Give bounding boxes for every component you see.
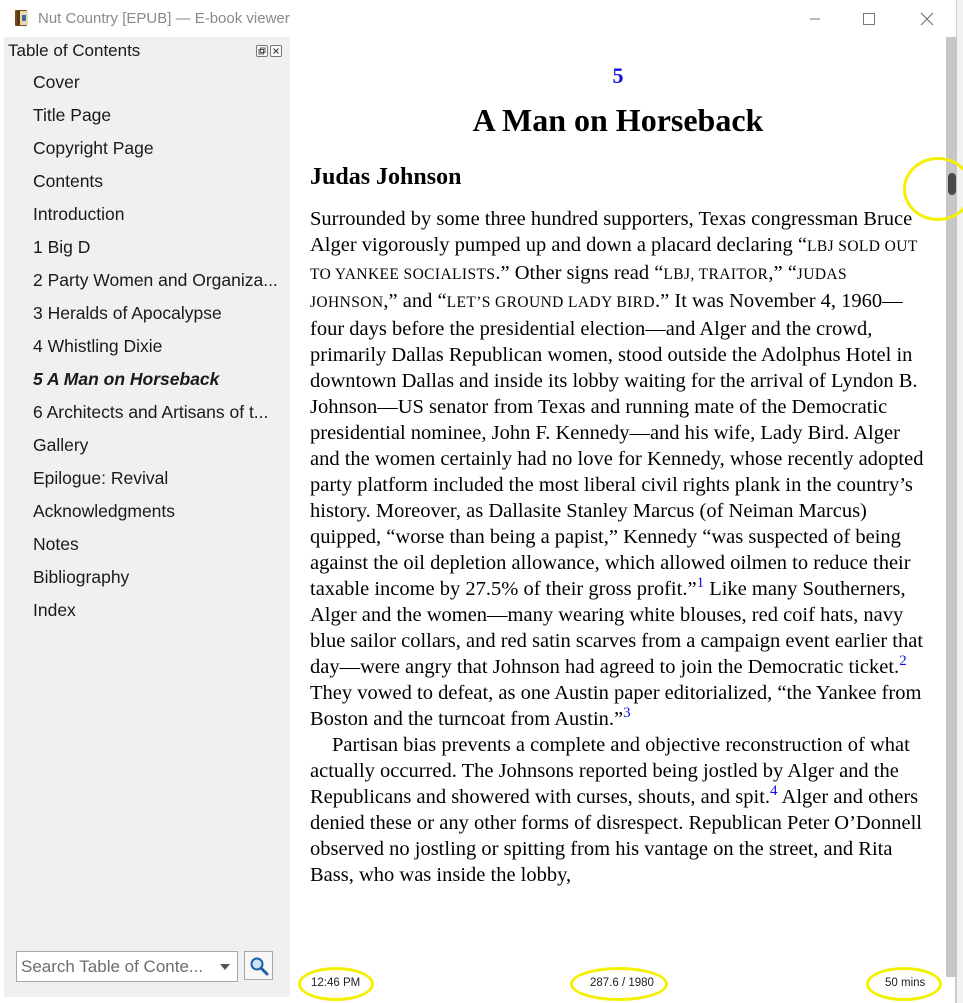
- close-icon: [920, 12, 934, 26]
- status-time-left: 50 mins: [885, 977, 926, 989]
- close-panel-icon: [272, 47, 280, 55]
- minimize-icon: [809, 13, 821, 25]
- toc-item-index[interactable]: Index: [33, 600, 76, 620]
- toc-search-button[interactable]: [244, 951, 273, 980]
- toc-panel-controls: [256, 45, 282, 57]
- toc-item-acknowledgments[interactable]: Acknowledgments: [33, 501, 176, 521]
- reader-scrollbar[interactable]: [946, 37, 957, 977]
- chapter-body: [310, 206, 930, 888]
- toc-item-cover[interactable]: Cover: [33, 72, 80, 92]
- search-history-dropdown[interactable]: [213, 952, 237, 981]
- toc-search-input[interactable]: [19, 954, 213, 979]
- toc-item-notes[interactable]: Notes: [33, 534, 79, 554]
- toc-panel: [4, 37, 290, 997]
- book-app-icon: [13, 8, 31, 28]
- footnote-link-3[interactable]: 3: [623, 705, 631, 721]
- float-icon: [258, 47, 266, 55]
- search-icon: [249, 956, 269, 976]
- book-reading-pane[interactable]: [290, 37, 946, 1003]
- chapter-title: A Man on Horseback: [472, 102, 764, 138]
- float-panel-button[interactable]: [256, 45, 268, 57]
- toc-item-gallery[interactable]: Gallery: [33, 435, 89, 455]
- toc-item-title-page[interactable]: Title Page: [33, 105, 112, 125]
- background-window-edge: [956, 0, 963, 1003]
- window-title: Nut Country [EPUB] — E-book viewer: [38, 10, 290, 27]
- scrollbar-thumb[interactable]: [948, 173, 956, 195]
- footnote-link-4[interactable]: 4: [770, 783, 778, 799]
- toc-item-bibliography[interactable]: Bibliography: [33, 567, 130, 587]
- close-button[interactable]: [898, 0, 956, 37]
- title-bar[interactable]: [0, 0, 956, 37]
- toc-item-chapter-2[interactable]: 2 Party Women and Organiza...: [33, 270, 278, 290]
- toc-item-chapter-6[interactable]: 6 Architects and Artisans of t...: [33, 402, 269, 422]
- status-page-position: 287.6 / 1980: [590, 977, 654, 989]
- toc-list: [33, 71, 285, 632]
- maximize-button[interactable]: [840, 0, 898, 37]
- toc-item-contents[interactable]: Contents: [33, 171, 104, 191]
- chapter-number: 5: [612, 63, 624, 88]
- paragraph-1: Surrounded by some three hundred supporters, Texas congressman Bruce Alger vigorously pumped up and down a placard declaring “LBJ SOLD OUT TO YANKEE SOCIALISTS.” Other signs read “LBJ, TRAITOR,” “JUDAS JOHNSON,” and “LET’S GROUND LADY BIRD.” It was November 4, 1960—four days before the presidential election—and Alger and the crowd, primarily Dallas Republican women, stood outside the Adolphus Hotel in downtown Dallas and inside its lobby waiting for the arrival of Lyndon B. Johnson—US senator from Texas and running mate of the Democratic presidential nominee, John F. Kennedy—and his wife, Lady Bird. Alger and the women certainly had no love for Kennedy, whose recently adopted party platform included the most liberal civil rights plank in the country’s history. Moreover, as Dallasite Stanley Marcus (of Neiman Marcus) quipped, “worse than being a papist,” Kennedy “was suspected of being against the oil depletion allowance, which allowed oilmen to reduce their taxable income by 27.5% of their gross profit.”$^1$ Like many Southerners, Alger and the women—many wearing white blouses, red coif hats, navy blue sailor collars, and red satin scarves from a campaign event earlier that day—were angry that Johnson had agreed to join the Democratic ticket.$^2$ They vowed to defeat, as one Austin paper editorialized, “the Yankee from Boston and the turncoat from Austin.”$^3$: [310, 208, 924, 730]
- paragraph-2: Partisan bias prevents a complete and objective reconstruction of what actually occurred. The Johnsons reported being jostled by Alger and the Republicans and showered with curses, shouts, and spit.$^4$ Alger and others denied these or any other forms of disrespect. Republican Peter O’Donnell observed no jostling or spitting from his vantage on the street, and Rita Bass, who was inside the lobby,: [310, 734, 922, 886]
- footnote-link-1[interactable]: 1: [696, 575, 705, 591]
- chevron-down-icon: [220, 964, 230, 970]
- maximize-icon: [863, 13, 875, 25]
- toc-item-copyright-page[interactable]: Copyright Page: [33, 138, 154, 158]
- toc-item-introduction[interactable]: Introduction: [33, 204, 125, 224]
- toc-item-epilogue[interactable]: Epilogue: Revival: [33, 468, 169, 488]
- toc-item-chapter-5-current[interactable]: 5 A Man on Horseback: [33, 369, 220, 389]
- toc-search-combobox[interactable]: [16, 951, 238, 982]
- status-clock: 12:46 PM: [311, 977, 361, 989]
- toc-item-chapter-1[interactable]: 1 Big D: [33, 237, 91, 257]
- section-heading: Judas Johnson: [310, 164, 462, 190]
- minimize-button[interactable]: [786, 0, 844, 37]
- toc-item-chapter-4[interactable]: 4 Whistling Dixie: [33, 336, 163, 356]
- close-panel-button[interactable]: [270, 45, 282, 57]
- toc-item-chapter-3[interactable]: 3 Heralds of Apocalypse: [33, 303, 222, 323]
- toc-panel-title: Table of Contents: [8, 41, 141, 60]
- footnote-link-2[interactable]: 2: [899, 653, 907, 669]
